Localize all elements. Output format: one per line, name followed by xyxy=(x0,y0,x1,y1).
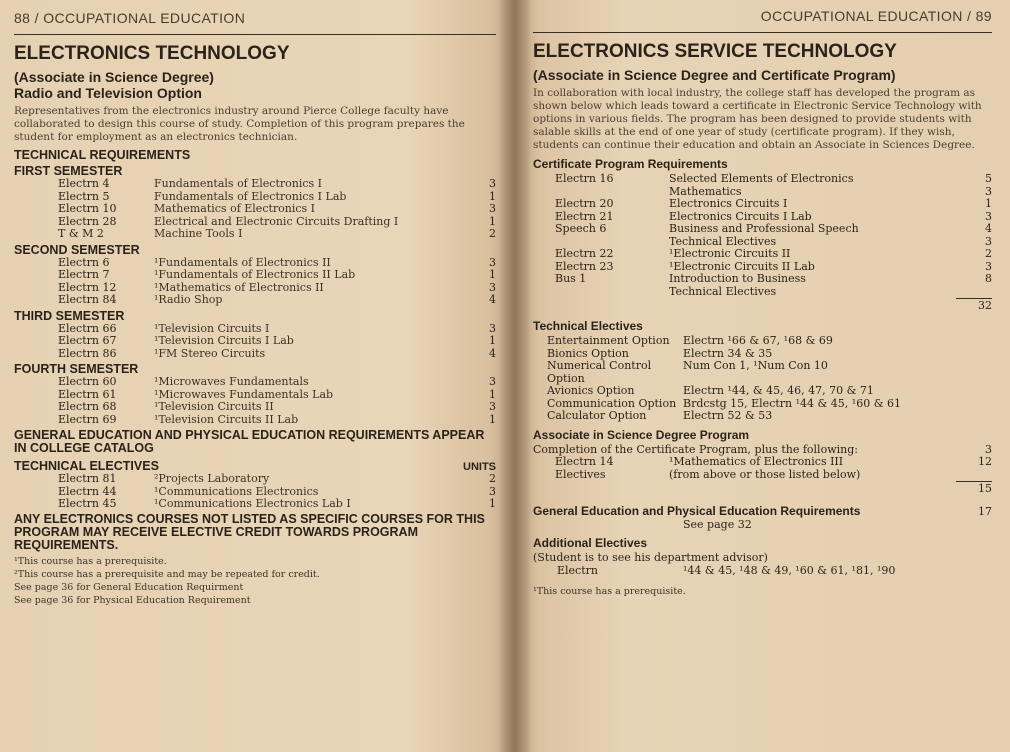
gen-ed-heading: General Education and Physical Education Requirements xyxy=(533,504,861,518)
course-row xyxy=(14,294,496,307)
page-title-right: ELECTRONICS SERVICE TECHNOLOGY xyxy=(533,41,897,62)
course-code: Electrn 86 xyxy=(58,346,117,360)
course-title: Fundamentals of Electronics I xyxy=(154,177,323,190)
course-units: 4 xyxy=(985,222,992,235)
semester-heading: FIRST SEMESTER xyxy=(14,164,123,178)
course-row xyxy=(533,248,992,261)
course-units: 3 xyxy=(489,400,496,413)
course-row xyxy=(14,203,496,216)
degree-label-right: (Associate in Science Degree and Certificate Program) xyxy=(533,67,896,83)
course-code: Electrn 6 xyxy=(58,255,110,269)
tech-electives-heading-right: Technical Electives xyxy=(533,319,643,333)
elective-row xyxy=(533,385,992,398)
footnote: See page 36 for General Education Requirment xyxy=(14,581,244,593)
header-rule-right xyxy=(533,32,992,33)
course-title: ¹Mathematics of Electronics II xyxy=(154,280,324,294)
course-code: Electrn 44 xyxy=(58,484,117,498)
course-units: 1 xyxy=(985,197,992,210)
elective-courses: Brdcstg 15, Electrn ¹44 & 45, ¹60 & 61 xyxy=(683,396,901,410)
book-gutter xyxy=(498,0,532,752)
running-head: 88 / OCCUPATIONAL EDUCATION xyxy=(14,10,246,26)
course-row xyxy=(14,178,496,191)
course-title: Business and Professional Speech xyxy=(669,222,859,235)
elective-courses: Electrn 34 & 35 xyxy=(683,346,773,360)
course-code: Electrn 67 xyxy=(58,334,117,347)
addl-code: Electrn xyxy=(557,563,598,577)
course-code: Electrn 60 xyxy=(58,375,117,388)
course-row xyxy=(533,469,992,482)
course-title: ¹Television Circuits I xyxy=(154,321,270,335)
course-title: ¹Fundamentals of Electronics II xyxy=(154,255,331,269)
course-units: 1 xyxy=(489,214,496,228)
assoc-course-list xyxy=(533,456,992,481)
addl-note: (Student is to see his department advisor) xyxy=(533,551,768,564)
assoc-total: 15 xyxy=(956,481,992,495)
course-title: ¹Radio Shop xyxy=(154,293,223,306)
intro-paragraph: Representatives from the electronics industry around Pierce College faculty have collaborated to design this course of study. Completion of this program prepares the student for employment as an electronics technician. xyxy=(14,105,465,143)
course-code: Electrn 5 xyxy=(58,189,110,203)
course-title: (from above or those listed below) xyxy=(669,467,861,481)
course-units: 2 xyxy=(489,472,496,485)
course-units: 1 xyxy=(489,334,496,347)
course-title: ¹Microwaves Fundamentals xyxy=(154,375,309,388)
degree-label: (Associate in Science Degree) xyxy=(14,69,214,85)
course-units: 2 xyxy=(985,247,992,260)
course-code: Electrn 10 xyxy=(58,202,117,215)
course-title: ¹Television Circuits II xyxy=(154,400,274,413)
course-units: 1 xyxy=(489,387,496,401)
course-code: Electrn 45 xyxy=(58,497,117,510)
course-title: Machine Tools I xyxy=(154,227,243,240)
course-code: Electrn 12 xyxy=(58,280,117,294)
course-row xyxy=(14,348,496,361)
course-title: ¹Television Circuits II Lab xyxy=(154,412,299,426)
course-units: 4 xyxy=(489,346,496,360)
elective-option: Entertainment Option xyxy=(547,334,670,347)
course-title: Mathematics of Electronics I xyxy=(154,202,316,215)
addl-heading: Additional Electives xyxy=(533,536,648,550)
course-code: Electrn 84 xyxy=(58,293,117,306)
tech-electives-heading: TECHNICAL ELECTIVES xyxy=(14,459,159,473)
course-title: Introduction to Business xyxy=(669,272,806,285)
elective-row xyxy=(533,410,992,423)
course-code: Electrn 28 xyxy=(58,214,117,228)
course-code: Bus 1 xyxy=(555,272,587,285)
course-title: Electronics Circuits I Lab xyxy=(669,209,812,223)
course-row xyxy=(14,376,496,389)
elective-courses: Electrn ¹44, & 45, 46, 47, 70 & 71 xyxy=(683,384,874,397)
course-title: ¹Electronic Circuits II Lab xyxy=(669,259,815,273)
course-units: 3 xyxy=(489,375,496,388)
course-units: 12 xyxy=(978,455,992,468)
elective-courses: Num Con 1, ¹Num Con 10 xyxy=(683,359,828,372)
course-units: 3 xyxy=(489,202,496,215)
elective-option: Numerical Control Option xyxy=(547,359,652,385)
course-title: ¹Communications Electronics Lab I xyxy=(154,497,351,510)
elective-row xyxy=(533,360,992,385)
course-code: Electrn 61 xyxy=(58,387,117,401)
elective-option: Communication Option xyxy=(547,396,677,410)
course-units: 3 xyxy=(489,280,496,294)
course-units: 3 xyxy=(489,321,496,335)
course-units xyxy=(966,469,992,482)
course-title: Electronics Circuits I xyxy=(669,197,788,210)
course-units xyxy=(966,286,992,299)
course-code: Electrn 20 xyxy=(555,197,614,210)
assoc-heading: Associate in Science Degree Program xyxy=(533,427,750,442)
semester-heading: SECOND SEMESTER xyxy=(14,242,140,257)
course-title: ¹Mathematics of Electronics III xyxy=(669,455,844,468)
cert-course-list xyxy=(533,173,992,298)
course-row xyxy=(533,173,992,186)
elective-courses: Electrn ¹66 & 67, ¹68 & 69 xyxy=(683,334,833,347)
course-units: 8 xyxy=(985,272,992,285)
course-code: Electives xyxy=(555,467,606,481)
course-code: Electrn 69 xyxy=(58,412,117,426)
course-units: 5 xyxy=(985,172,992,185)
course-code: Electrn 14 xyxy=(555,455,614,468)
course-code: Electrn 7 xyxy=(58,268,110,281)
course-units: 1 xyxy=(489,268,496,281)
course-row xyxy=(533,198,992,211)
cert-total: 32 xyxy=(956,298,992,312)
course-code: Electrn 21 xyxy=(555,209,614,223)
page-title: ELECTRONICS TECHNOLOGY xyxy=(14,43,290,64)
course-units: 1 xyxy=(489,412,496,426)
course-units: 3 xyxy=(985,234,992,248)
tech-req-heading: TECHNICAL REQUIREMENTS xyxy=(14,148,191,162)
header-rule xyxy=(14,34,496,35)
footnote-right: ¹This course has a prerequisite. xyxy=(533,586,686,597)
elective-courses: Electrn 52 & 53 xyxy=(683,409,773,422)
gen-ed-note: GENERAL EDUCATION AND PHYSICAL EDUCATION REQUIREMENTS APPEAR IN COLLEGE CATALOG xyxy=(14,428,485,455)
course-row xyxy=(14,498,496,511)
elective-option: Calculator Option xyxy=(547,409,647,422)
tech-electives-list xyxy=(533,335,992,423)
course-title: Selected Elements of Electronics xyxy=(669,172,854,185)
course-row xyxy=(533,273,992,286)
course-row xyxy=(14,335,496,348)
course-title: Electrical and Electronic Circuits Drafting I xyxy=(154,214,399,228)
course-row xyxy=(14,228,496,241)
right-page xyxy=(515,0,1010,752)
electives-list xyxy=(14,473,496,511)
course-code: Electrn 22 xyxy=(555,247,614,260)
course-code xyxy=(533,286,669,299)
course-title: ¹Fundamentals of Electronics II Lab xyxy=(154,268,356,281)
course-row xyxy=(533,286,992,299)
course-units: 1 xyxy=(489,497,496,510)
assoc-lead-units: 3 xyxy=(985,442,992,456)
course-units: 3 xyxy=(489,484,496,498)
semester-list xyxy=(14,164,496,426)
course-row xyxy=(14,414,496,427)
course-units: 3 xyxy=(489,255,496,269)
course-row xyxy=(14,401,496,414)
assoc-lead: Completion of the Certificate Program, plus the following: xyxy=(533,442,858,456)
running-head-right: OCCUPATIONAL EDUCATION / 89 xyxy=(760,8,992,24)
course-code: Electrn 4 xyxy=(58,177,110,190)
footnote: See page 36 for Physical Education Requirement xyxy=(14,594,251,606)
footnotes xyxy=(14,555,496,607)
course-title: ¹Television Circuits I Lab xyxy=(154,334,294,347)
footnote: ²This course has a prerequisite and may be repeated for credit. xyxy=(14,568,320,580)
course-code: Speech 6 xyxy=(555,222,607,235)
course-code: Electrn 16 xyxy=(555,172,614,185)
course-code: Electrn 66 xyxy=(58,321,117,335)
course-title: Mathematics xyxy=(669,184,742,198)
course-row xyxy=(533,223,992,236)
units-header: UNITS xyxy=(463,461,496,473)
course-units: 3 xyxy=(489,177,496,190)
course-row xyxy=(533,456,992,469)
elective-option: Avionics Option xyxy=(547,384,635,397)
course-code: Electrn 68 xyxy=(58,400,117,413)
course-title: ¹Communications Electronics xyxy=(154,484,319,498)
course-title: ²Projects Laboratory xyxy=(154,472,270,485)
addl-courses: ¹44 & 45, ¹48 & 49, ¹60 & 61, ¹81, ¹90 xyxy=(683,563,896,577)
course-units: 3 xyxy=(985,259,992,273)
course-units: 4 xyxy=(489,293,496,306)
intro-paragraph-right: In collaboration with local industry, the college staff has developed the program as shown below which leads toward a certificate in Electronic Service Technology with options in various fields. The program has been designed to provide students with salable skills at the end of one year of study (certificate program). If they wish, students can continue their education and obtain an Associate in Sciences Degree. xyxy=(533,87,982,151)
course-code: Electrn 81 xyxy=(58,472,117,485)
elective-option: Bionics Option xyxy=(547,346,629,360)
course-units: 1 xyxy=(489,189,496,203)
course-title: ¹FM Stereo Circuits xyxy=(154,346,266,360)
course-code: T & M 2 xyxy=(58,227,104,240)
course-units: 3 xyxy=(985,209,992,223)
gen-ed-see: See page 32 xyxy=(683,518,752,531)
course-code: Electrn 23 xyxy=(555,259,614,273)
semester-heading: THIRD SEMESTER xyxy=(14,308,125,323)
elective-row xyxy=(533,335,992,348)
course-row xyxy=(14,269,496,282)
any-courses-note: ANY ELECTRONICS COURSES NOT LISTED AS SPECIFIC COURSES FOR THIS PROGRAM MAY RECEIVE ELECTIVE CREDIT TOWARDS PROGRAM REQUIREMENTS. xyxy=(14,511,485,552)
semester-heading: FOURTH SEMESTER xyxy=(14,362,139,376)
course-units: 3 xyxy=(985,184,992,198)
course-title: Technical Electives xyxy=(669,284,777,298)
gen-ed-units: 17 xyxy=(978,505,992,518)
footnote: ¹This course has a prerequisite. xyxy=(14,555,167,567)
course-title: Technical Electives xyxy=(669,234,777,248)
option-label: Radio and Television Option xyxy=(14,85,202,101)
course-title: ¹Microwaves Fundamentals Lab xyxy=(154,387,334,401)
course-row xyxy=(14,473,496,486)
course-title: ¹Electronic Circuits II xyxy=(669,247,791,260)
course-units: 2 xyxy=(489,227,496,240)
course-title: Fundamentals of Electronics I Lab xyxy=(154,189,347,203)
cert-heading: Certificate Program Requirements xyxy=(533,157,728,171)
